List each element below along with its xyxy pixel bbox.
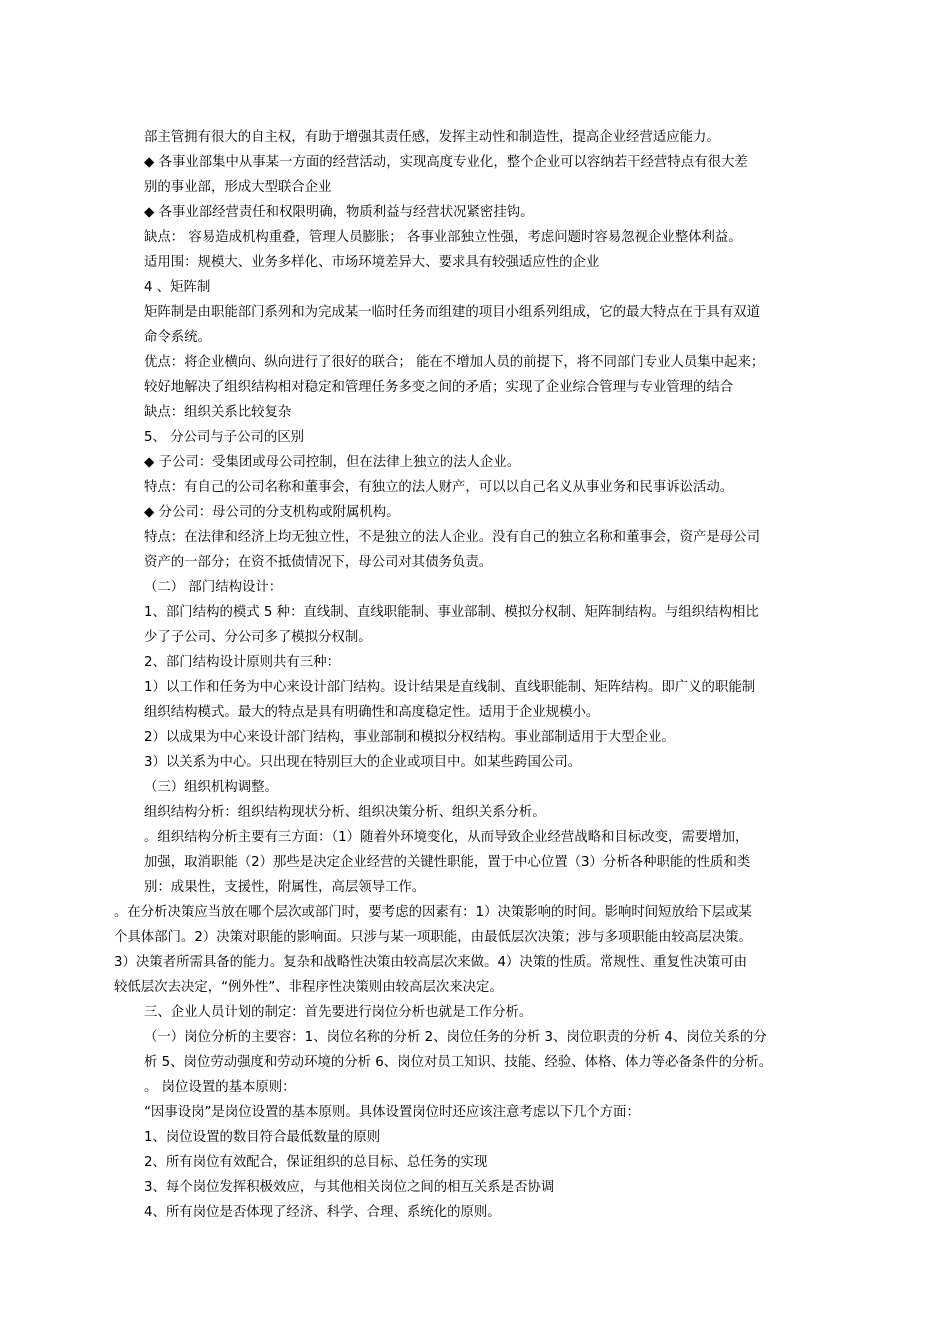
text-line: 3、每个岗位发挥积极效应，与其他相关岗位之间的相互关系是否协调 <box>144 1180 555 1195</box>
text-line: ◆ 各事业部集中从事某一方面的经营活动，实现高度专业化，整个企业可以容纳若干经营特点有很大差 <box>144 155 748 170</box>
section-heading: （二） 部门结构设计： <box>144 580 283 595</box>
text-line: 资产的一部分；在资不抵债情况下，母公司对其债务负责。 <box>144 555 493 570</box>
text-line: 。在分析决策应当放在哪个层次或部门时，要考虑的因素有：1）决策影响的时间。影响时间短放给下层或某 <box>114 905 752 920</box>
text-line: 别的事业部，形成大型联合企业 <box>144 180 332 195</box>
text-line: 较低层次去决定，“例外性”、非程序性决策则由较高层次来决定。 <box>114 980 503 995</box>
text-line: 个具体部门。2）决策对职能的影响面。只涉与某一项职能，由最低层次决策；涉与多项职能由较高层决策。 <box>114 930 752 945</box>
text-line: 析 5、岗位劳动强度和劳动环境的分析 6、岗位对员工知识、技能、经验、体格、体力等必备条件的分析。 <box>144 1055 773 1070</box>
text-line: 特点：有自己的公司名称和董事会，有独立的法人财产，可以以自己名义从事业务和民事诉讼活动。 <box>144 480 734 495</box>
text-line: 加强，取消职能（2）那些是决定企业经营的关键性职能，置于中心位置（3）分析各种职能的性质和类 <box>144 855 751 870</box>
text-line: ◆ 分公司：母公司的分支机构或附属机构。 <box>144 505 400 520</box>
text-line: 部主管拥有很大的自主权，有助于增强其责任感，发挥主动性和制造性，提高企业经营适应能力。 <box>144 130 720 145</box>
section-heading: 三、企业人员计划的制定：首先要进行岗位分析也就是工作分析。 <box>144 1005 533 1020</box>
section-heading: 4 、矩阵制 <box>144 280 211 295</box>
text-line: 组织结构模式。最大的特点是具有明确性和高度稳定性。适用于企业规模小。 <box>144 705 600 720</box>
text-line: 。组织结构分析主要有三方面：（1）随着外环境变化，从而导致企业经营战略和目标改变，需要增加， <box>144 830 749 845</box>
text-line: 特点：在法律和经济上均无独立性，不是独立的法人企业。没有自己的独立名称和董事会，资产是母公司 <box>144 530 760 545</box>
text-line: “因事设岗”是岗位设置的基本原则。具体设置岗位时还应该注意考虑以下几个方面： <box>144 1105 640 1120</box>
text-line: 适用围：规模大、业务多样化、市场环境差异大、要求具有较强适应性的企业 <box>144 255 600 270</box>
text-line: （一）岗位分析的主要容：1、岗位名称的分析 2、岗位任务的分析 3、岗位职责的分析 4、岗位关系的分 <box>144 1030 767 1045</box>
text-line: 3）决策者所需具备的能力。复杂和战略性决策由较高层次来做。4）决策的性质。常规性、重复性决策可由 <box>114 955 748 970</box>
section-heading: 5、 分公司与子公司的区别 <box>144 430 305 445</box>
text-line: 命令系统。 <box>144 330 211 345</box>
text-line: 。 岗位设置的基本原则： <box>144 1080 296 1095</box>
text-line: 2）以成果为中心来设计部门结构，事业部制和模拟分权结构。事业部制适用于大型企业。 <box>144 730 675 745</box>
text-line: 1、岗位设置的数目符合最低数量的原则 <box>144 1130 381 1145</box>
text-line: 1）以工作和任务为中心来设计部门结构。设计结果是直线制、直线职能制、矩阵结构。即广义的职能制 <box>144 680 756 695</box>
text-line: 组织结构分析：组织结构现状分析、组织决策分析、组织关系分析。 <box>144 805 546 820</box>
text-line: ◆ 子公司：受集团或母公司控制，但在法律上独立的法人企业。 <box>144 455 521 470</box>
text-line: 缺点：组织关系比较复杂 <box>144 405 292 420</box>
text-line: 缺点： 容易造成机构重叠，管理人员膨胀； 各事业部独立性强，考虑问题时容易忽视企业整体利益。 <box>144 230 742 245</box>
text-line: 2、所有岗位有效配合，保证组织的总目标、总任务的实现 <box>144 1155 488 1170</box>
text-line: 矩阵制是由职能部门系列和为完成某一临时任务而组建的项目小组系列组成，它的最大特点在于具有双道 <box>144 305 760 320</box>
text-line: ◆ 各事业部经营责任和权限明确，物质利益与经营状况紧密挂钩。 <box>144 205 534 220</box>
text-line: 别：成果性，支援性，附属性，高层领导工作。 <box>144 880 426 895</box>
text-line: 1、部门结构的模式 5 种：直线制、直线职能制、事业部制、模拟分权制、矩阵制结构。与组织结构相比 <box>144 605 759 620</box>
section-heading: （三）组织机构调整。 <box>144 780 278 795</box>
text-line: 2、部门结构设计原则共有三种： <box>144 655 340 670</box>
text-line: 少了子公司、分公司多了模拟分权制。 <box>144 630 372 645</box>
text-line: 优点：将企业横向、纵向进行了很好的联合； 能在不增加人员的前提下，将不同部门专业人员集中起来； <box>144 355 765 370</box>
text-line: 较好地解决了组织结构相对稳定和管理任务多变之间的矛盾；实现了企业综合管理与专业管理的结合 <box>144 380 734 395</box>
text-line: 3）以关系为中心。只出现在特别巨大的企业或项目中。如某些跨国公司。 <box>144 755 582 770</box>
text-line: 4、所有岗位是否体现了经济、科学、合理、系统化的原则。 <box>144 1205 501 1220</box>
